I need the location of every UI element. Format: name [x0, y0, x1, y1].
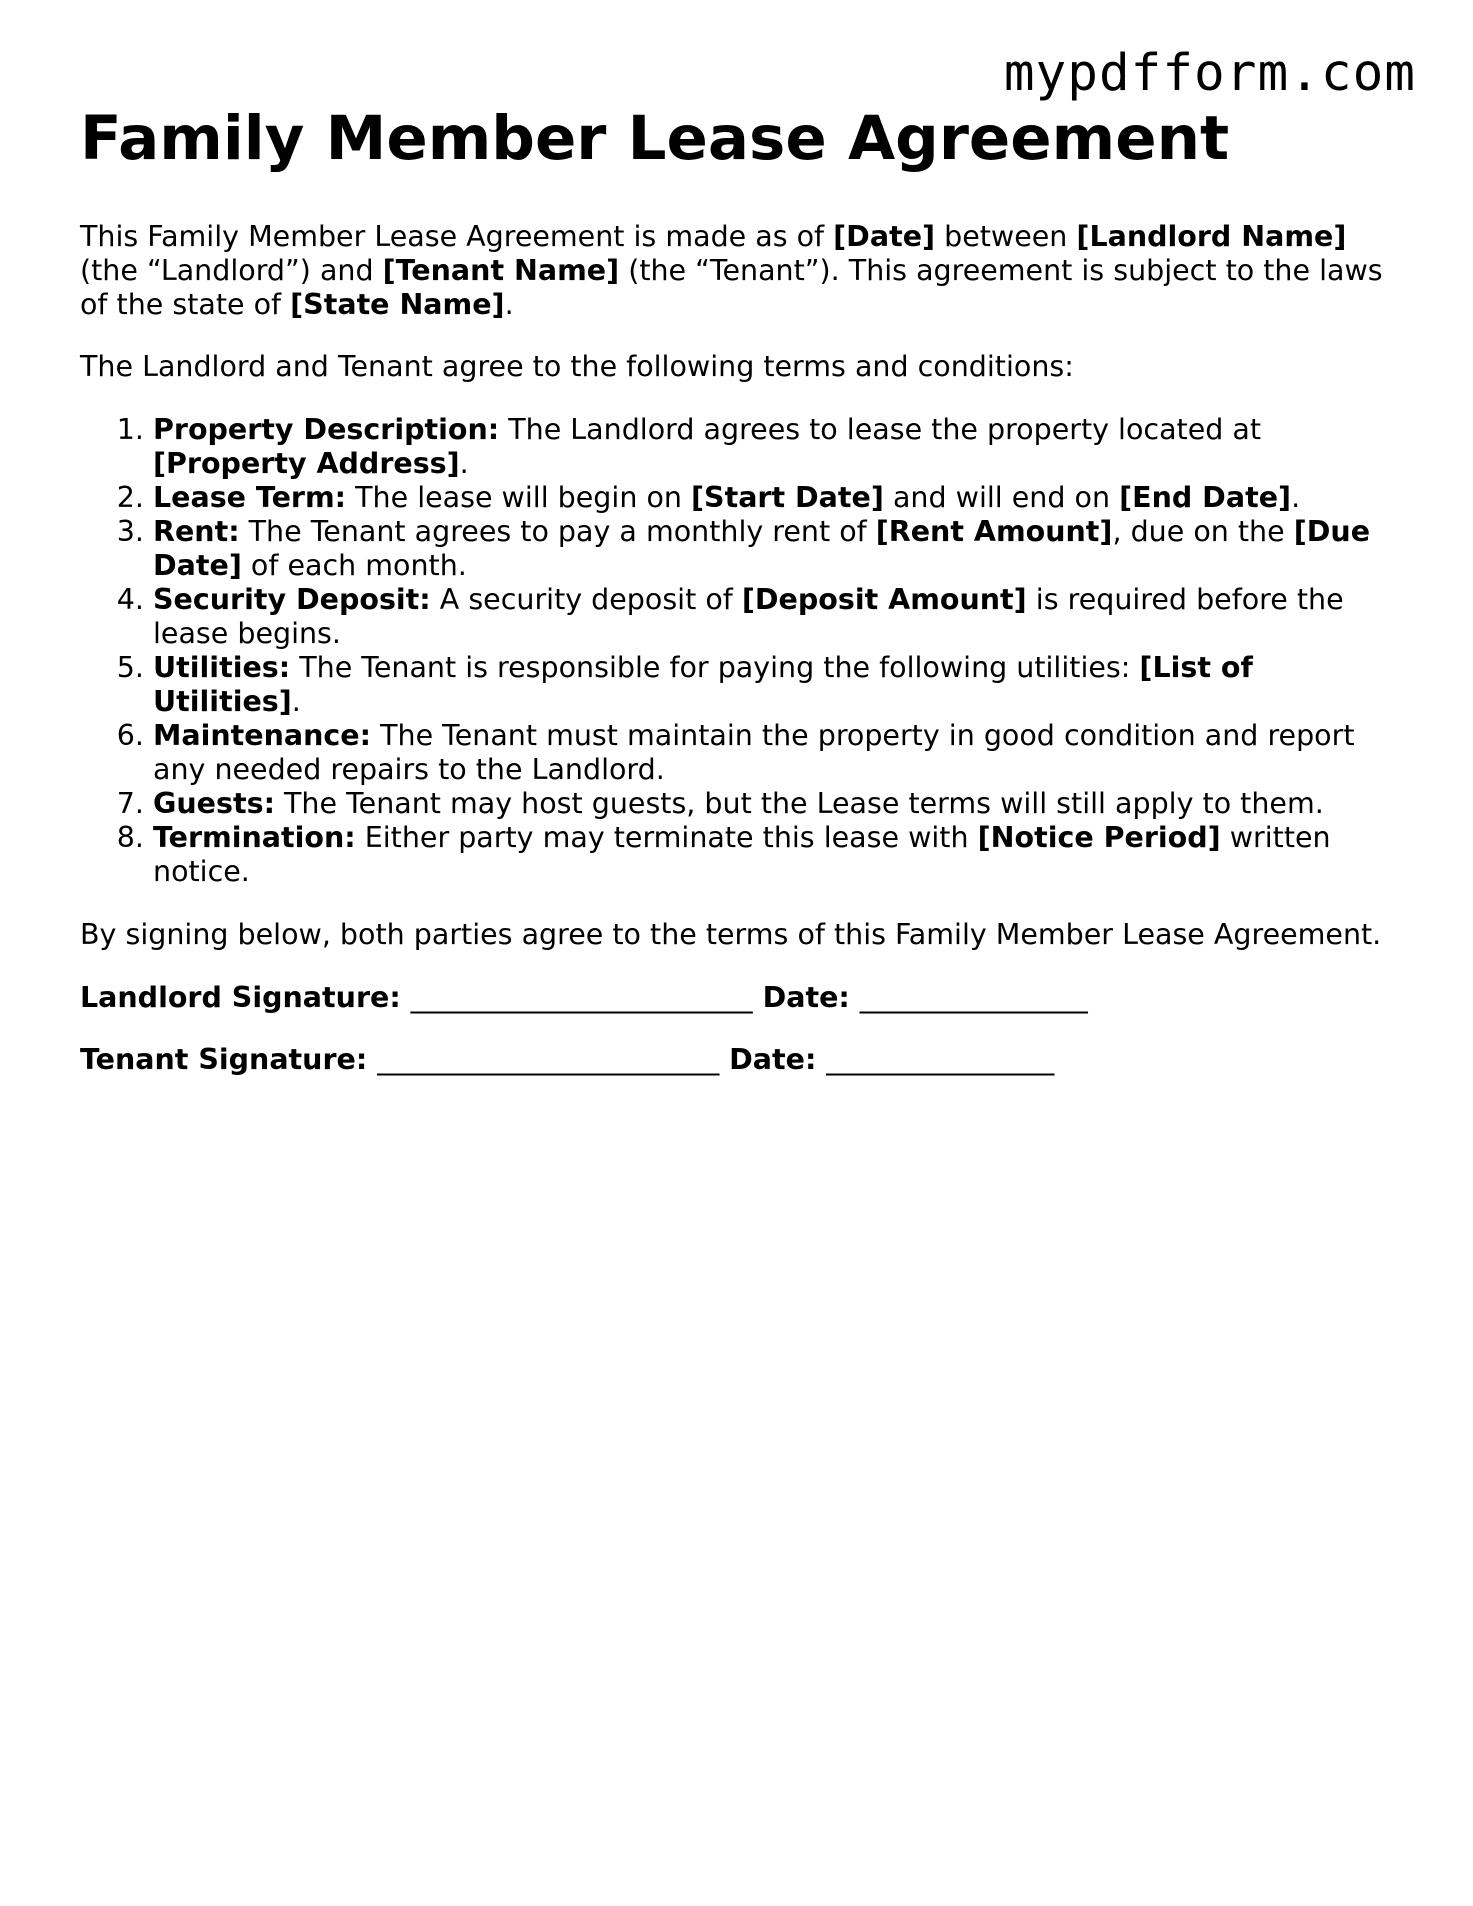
term-utilities: 5. Utilities: The Tenant is responsible for paying the following utilities: [List of Utilities].	[153, 651, 1400, 719]
document-body	[80, 104, 1400, 1077]
state-name-placeholder: [State Name]	[290, 288, 505, 322]
start-date-placeholder: [Start Date]	[691, 481, 884, 515]
site-watermark: mypdfform.com	[1003, 44, 1416, 103]
due-date-placeholder: [Due Date]	[153, 515, 1371, 583]
landlord-signature-line: Landlord Signature: ________________________ Date: ________________	[80, 981, 1088, 1015]
tenant-signature-line: Tenant Signature: ________________________ Date: ________________	[80, 1043, 1055, 1077]
term-termination: 8. Termination: Either party may terminate this lease with [Notice Period] written notice.	[153, 821, 1400, 889]
date-placeholder: [Date]	[833, 220, 936, 254]
tenant-name-placeholder: [Tenant Name]	[382, 254, 620, 288]
tenant-signature-field[interactable]: ________________________	[377, 1043, 720, 1077]
landlord-date-field[interactable]: ________________	[859, 981, 1088, 1015]
landlord-signature-field[interactable]: ________________________	[410, 981, 753, 1015]
notice-period-placeholder: [Notice Period]	[977, 821, 1221, 855]
terms-lead: The Landlord and Tenant agree to the following terms and conditions:	[80, 350, 1074, 384]
term-maintenance: 6. Maintenance: The Tenant must maintain the property in good condition and report any needed repairs to the Landlord.	[153, 719, 1400, 787]
terms-list	[80, 413, 1400, 889]
document-title: Family Member Lease Agreement	[80, 103, 1230, 174]
term-property-description: 1. Property Description: The Landlord agrees to lease the property located at [Property Address].	[153, 413, 1400, 481]
term-lease-term: 2. Lease Term: The lease will begin on [Start Date] and will end on [End Date].	[153, 481, 1400, 515]
tenant-date-field[interactable]: ________________	[826, 1043, 1055, 1077]
end-date-placeholder: [End Date]	[1119, 481, 1292, 515]
utilities-list-placeholder: [List of Utilities]	[153, 651, 1253, 719]
deposit-amount-placeholder: [Deposit Amount]	[741, 583, 1027, 617]
landlord-name-placeholder: [Landlord Name]	[1076, 220, 1347, 254]
term-guests: 7. Guests: The Tenant may host guests, but the Lease terms will still apply to them.	[153, 787, 1400, 821]
term-security-deposit: 4. Security Deposit: A security deposit of [Deposit Amount] is required before the lease begins.	[153, 583, 1400, 651]
closing-paragraph: By signing below, both parties agree to the terms of this Family Member Lease Agreement.	[80, 918, 1382, 952]
property-address-placeholder: [Property Address]	[153, 447, 460, 481]
term-rent: 3. Rent: The Tenant agrees to pay a monthly rent of [Rent Amount], due on the [Due Date] of each month.	[153, 515, 1400, 583]
rent-amount-placeholder: [Rent Amount]	[875, 515, 1113, 549]
intro-paragraph: This Family Member Lease Agreement is made as of [Date] between [Landlord Name] (the “Landlord”) and [Tenant Name] (the “Tenant”). This agreement is subject to the laws of the state of [State Name].	[80, 220, 1383, 322]
